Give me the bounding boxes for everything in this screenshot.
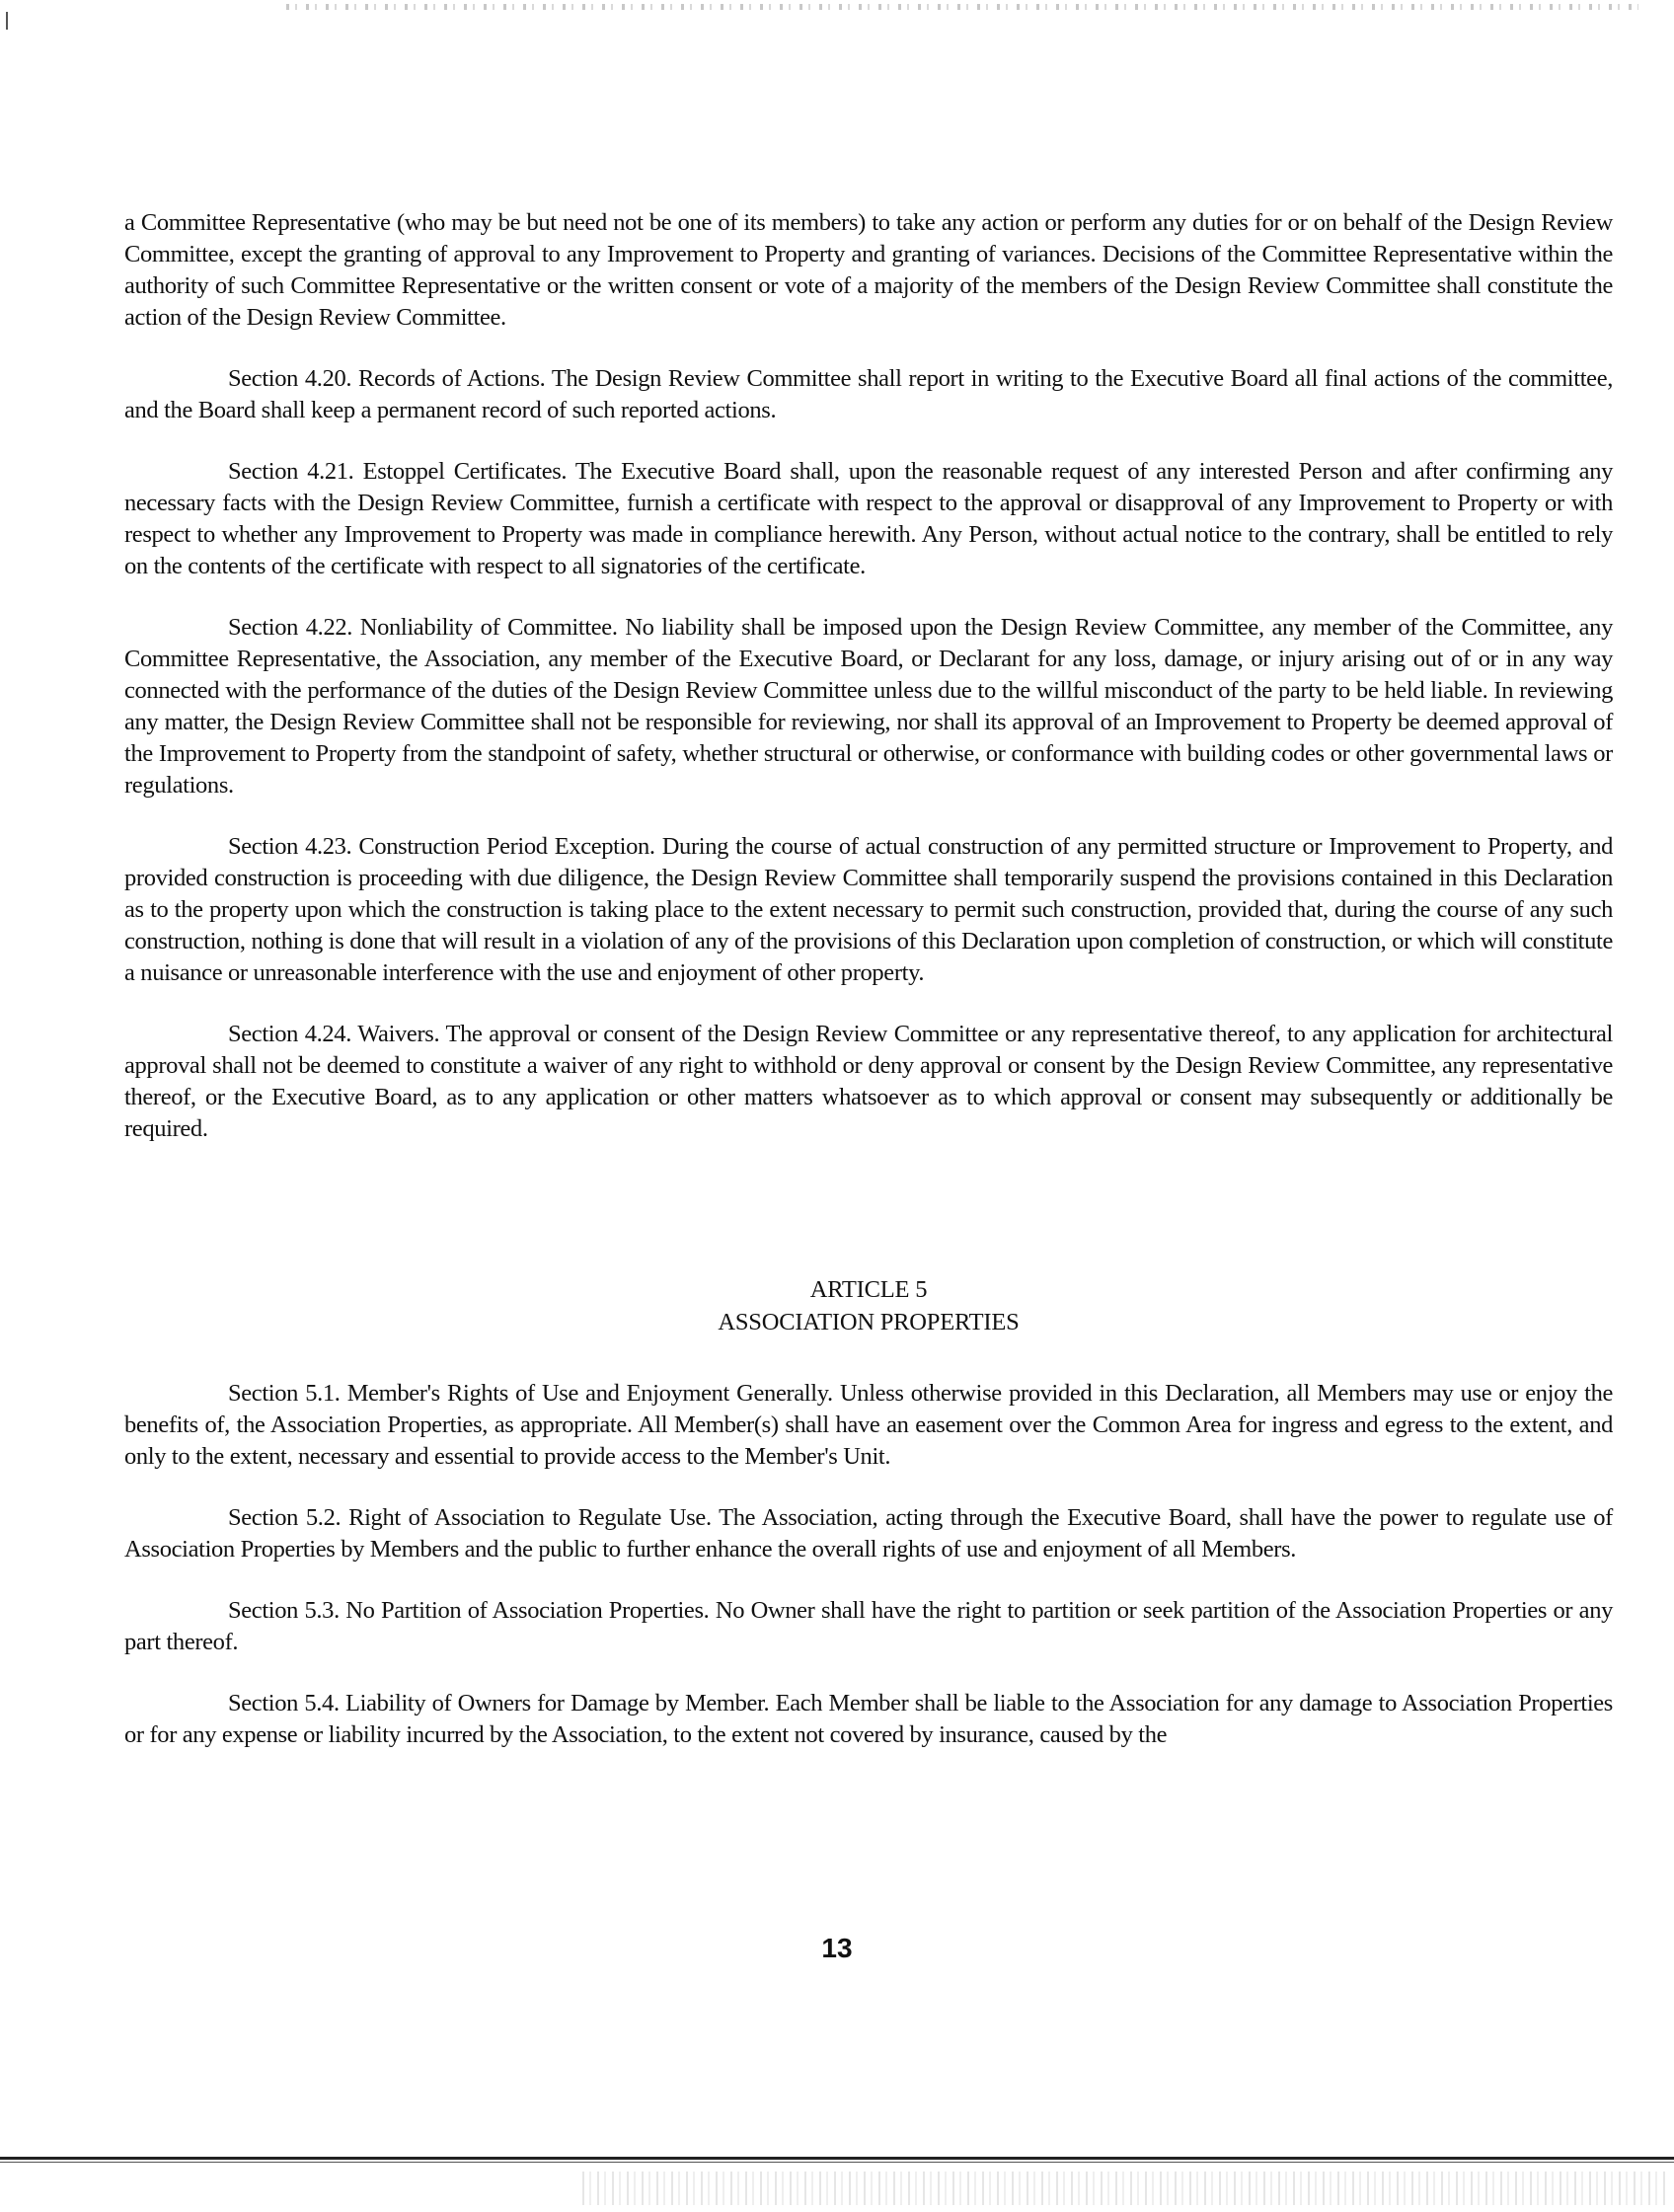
article-heading <box>124 1273 1613 1338</box>
scan-artifact-mark <box>6 12 8 30</box>
paragraph-section-5-2: Section 5.2. Right of Association to Regulate Use. The Association, acting through the Executive Board, shall have the power to regulate use of Association Properties by Members and the public to further enhance the overall rights of use and enjoyment of all Members. <box>124 1504 1613 1563</box>
page-number: 13 <box>821 1933 853 1963</box>
paragraph-section-5-1: Section 5.1. Member's Rights of Use and Enjoyment Generally. Unless otherwise provided in this Declaration, all Members may use or enjoy the benefits of, the Association Properties, as appropriate. All Member(s) shall have an easement over the Common Area for ingress and egress to the extent, and only to the extent, necessary and essential to provide access to the Member's Unit. <box>124 1380 1613 1470</box>
paragraph-section-4-24: Section 4.24. Waivers. The approval or consent of the Design Review Committee or any representative thereof, to any application for architectural approval shall not be deemed to constitute a waiver of any right to withhold or deny approval or consent by the Design Review Committee, any representative thereof, or the Executive Board, as to any application or other matters whatsoever as to which approval or consent may subsequently or additionally be required. <box>124 1021 1613 1142</box>
sections-article-5 <box>124 1378 1613 1751</box>
paragraph-section-4-21: Section 4.21. Estoppel Certificates. The Executive Board shall, upon the reasonable request of any interested Person and after confirming any necessary facts with the Design Review Committee, furnish a certificate with respect to the approval or disapproval of any Improvement to Property or with respect to whether any Improvement to Property was made in compliance herewith. Any Person, without actual notice to the contrary, shall be entitled to rely on the contents of the certificate with respect to all signatories of the certificate. <box>124 458 1613 579</box>
paragraph-continuation: a Committee Representative (who may be but need not be one of its members) to take any action or perform any duties for or on behalf of the Design Review Committee, except the granting of approval to any Improvement to Property and granting of variances. Decisions of the Committee Representative within the authority of such Committee Representative or the written consent or vote of a majority of the members of the Design Review Committee shall constitute the action of the Design Review Committee. <box>124 209 1613 331</box>
paragraph-section-5-4: Section 5.4. Liability of Owners for Damage by Member. Each Member shall be liable to the Association for any damage to Association Properties or for any expense or liability incurred by the Association, to the extent not covered by insurance, caused by the <box>124 1690 1613 1748</box>
paragraph-section-4-22: Section 4.22. Nonliability of Committee. No liability shall be imposed upon the Design Review Committee, any member of the Committee, any Committee Representative, the Association, any member of the Executive Board, or Declarant for any loss, damage, or injury arising out of or in any way connected with the performance of the duties of the Design Review Committee unless due to the willful misconduct of the party to be held liable. In reviewing any matter, the Design Review Committee shall not be responsible for reviewing, nor shall its approval of an Improvement to Property be deemed approval of the Improvement to Property from the standpoint of safety, whether structural or otherwise, or conformance with building codes or other governmental laws or regulations. <box>124 614 1613 799</box>
footer-rule-thin <box>0 2162 1674 2163</box>
footer-rule <box>0 2157 1674 2160</box>
sections-article-4 <box>124 207 1613 1145</box>
paragraph-section-4-23: Section 4.23. Construction Period Exception. During the course of actual construction of any permitted structure or Improvement to Property, and provided construction is proceeding with due diligence, the Design Review Committee shall temporarily suspend the provisions contained in this Declaration as to the property upon which the construction is taking place to the extent necessary to permit such construction, provided that, during the course of any such construction, nothing is done that will result in a violation of any of the provisions of this Declaration upon completion of construction, or which will constitute a nuisance or unreasonable interference with the use and enjoyment of other property. <box>124 833 1613 986</box>
article-number: ARTICLE 5 <box>809 1276 928 1303</box>
scan-artifact-top <box>286 4 1638 10</box>
paragraph-section-4-20: Section 4.20. Records of Actions. The Design Review Committee shall report in writing to the Executive Board all final actions of the committee, and the Board shall keep a permanent record of such reported actions. <box>124 365 1613 423</box>
document-body <box>124 207 1613 1781</box>
article-title: ASSOCIATION PROPERTIES <box>718 1309 1020 1335</box>
scan-artifact-bottom <box>582 2172 1668 2205</box>
paragraph-section-5-3: Section 5.3. No Partition of Association Properties. No Owner shall have the right to partition or seek partition of the Association Properties or any part thereof. <box>124 1597 1613 1655</box>
